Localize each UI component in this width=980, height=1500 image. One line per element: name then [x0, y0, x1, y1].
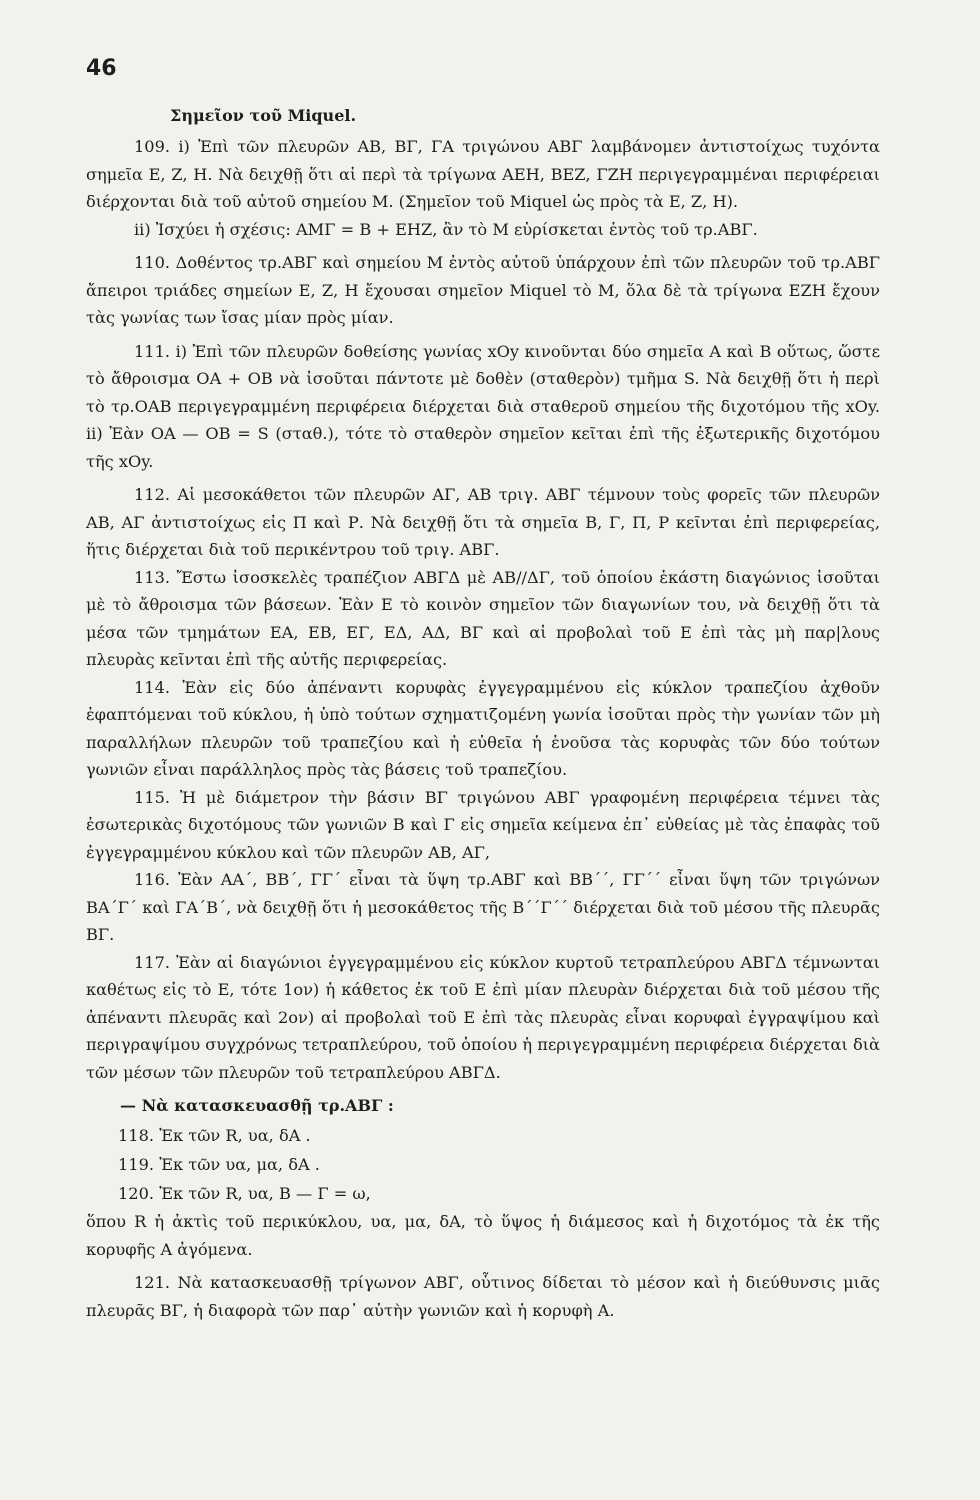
problem-113: 113. Ἔστω ἰσοσκελὲς τραπέζιον ΑΒΓΔ μὲ ΑΒ//ΔΓ, τοῦ ὁποίου ἑκάστη διαγώνιος ἰσοῦται μὲ τὸ ἄθροισμα τῶν βάσεων. Ἐὰν Ε τὸ κοινὸν σημεῖον τῶν διαγωνίων του, νὰ δειχθῇ ὅτι τὰ μέσα τῶν τμημάτων ΕΑ, ΕΒ, ΕΓ, ΕΔ, ΑΔ, ΒΓ καὶ αἱ προβολαὶ τοῦ Ε ἐπὶ τὰς μὴ παρ|λους πλευρὰς κεῖνται ἐπὶ τῆς αὐτῆς περιφερείας. — [86, 567, 880, 669]
section-title: Σημεῖον τοῦ Miquel. — [170, 106, 357, 125]
page-number: 46 — [86, 56, 117, 81]
problem-118: 118. Ἐκ τῶν R, υα, δA . — [118, 1126, 311, 1145]
problem-112: 112. Αἱ μεσοκάθετοι τῶν πλευρῶν ΑΓ, ΑΒ τριγ. ΑΒΓ τέμνουν τοὺς φορεῖς τῶν πλευρῶν ΑΒ, ΑΓ ἀντιστοίχως εἰς Π καὶ Ρ. Νὰ δειχθῇ ὅτι τὰ σημεῖα Β, Γ, Π, Ρ κεῖνται ἐπὶ περιφερείας, ἥτις διέρχεται διὰ τοῦ περικέντρου τοῦ τριγ. ΑΒΓ. — [86, 485, 880, 559]
problem-109-part-ii: ii) Ἰσχύει ἡ σχέσις: ΑΜΓ = Β + ΕΗΖ, ἂν τὸ Μ εὑρίσκεται ἐντὸς τοῦ τρ.ΑΒΓ. — [134, 219, 758, 239]
problem-109: 109. i) Ἐπὶ τῶν πλευρῶν ΑΒ, ΒΓ, ΓΑ τριγώνου ΑΒΓ λαμβάνομεν ἀντιστοίχως τυχόντα σημεῖα Ε, Ζ, Η. Νὰ δειχθῇ ὅτι αἱ περὶ τὰ τρίγωνα ΑΕΗ, ΒΕΖ, ΓΖΗ περιγεγραμμέναι περιφέρειαι διέρχονται διὰ τοῦ αὐτοῦ σημείου Μ. (Σημεῖον τοῦ Miquel ὡς πρὸς τὰ Ε, Ζ, Η). — [86, 137, 880, 211]
problem-115: 115. Ἡ μὲ διάμετρον τὴν βάσιν ΒΓ τριγώνου ΑΒΓ γραφομένη περιφέρεια τέμνει τὰς ἐσωτερικὰς διχοτόμους τῶν γωνιῶν Β καὶ Γ εἰς σημεῖα κείμενα ἐπ᾽ εὐθείας μὲ τὰς ἐπαφὰς τοῦ ἐγγεγραμμένου κύκλου καὶ τῶν πλευρῶν ΑΒ, ΑΓ, — [86, 787, 880, 862]
problem-114: 114. Ἐὰν εἰς δύο ἀπέναντι κορυφὰς ἐγγεγραμμένου εἰς κύκλον τραπεζίου ἀχθοῦν ἐφαπτόμεναι τοῦ κύκλου, ἡ ὑπὸ τούτων σχηματιζομένη γωνία ἰσοῦται πρὸς τὴν γωνίαν τῶν μὴ παραλλήλων πλευρῶν τοῦ τραπεζίου καὶ ἡ εὐθεῖα ἡ ἑνοῦσα τὰς κορυφὰς τῶν δύο τούτων γωνιῶν εἶναι παράλληλος πρὸς τὰς βάσεις τοῦ τραπεζίου. — [86, 677, 880, 779]
problem-120-continuation: ὅπου R ἡ ἀκτὶς τοῦ περικύκλου, υα, μα, δA, τὸ ὕψος ἡ διάμεσος καὶ ἡ διχοτόμος τὰ ἐκ τῆς κορυφῆς Α ἀγόμενα. — [86, 1212, 880, 1259]
problem-120: 120. Ἐκ τῶν R, υα, Β — Γ = ω, — [118, 1184, 371, 1203]
problem-121: 121. Νὰ κατασκευασθῇ τρίγωνον ΑΒΓ, οὗτινος δίδεται τὸ μέσον καὶ ἡ διεύθυνσις μιᾶς πλευρᾶς ΒΓ, ἡ διαφορὰ τῶν παρ᾽ αὐτὴν γωνιῶν καὶ ἡ κορυφὴ Α. — [86, 1273, 880, 1320]
problem-119: 119. Ἐκ τῶν υα, μα, δA . — [118, 1155, 320, 1174]
problem-117: 117. Ἐὰν αἱ διαγώνιοι ἐγγεγραμμένου εἰς κύκλον κυρτοῦ τετραπλεύρου ΑΒΓΔ τέμνωνται καθέτως εἰς τὸ Ε, τότε 1ον) ἡ κάθετος ἐκ τοῦ Ε ἐπὶ μίαν πλευρὰν διέρχεται διὰ τοῦ μέσου τῆς ἀπέναντι πλευρᾶς καὶ 2ον) αἱ προβολαὶ τοῦ Ε ἐπὶ τὰς πλευρὰς εἶναι κορυφαὶ ἐγγραψίμου καὶ περιγραψίμου συγχρόνως τετραπλεύρου, τοῦ ὁποίου ἡ περιγεγραμμένη περιφέρεια διέρχεται διὰ τῶν μέσων τῶν πλευρῶν τοῦ τετραπλεύρου ΑΒΓΔ. — [86, 952, 880, 1082]
problem-116: 116. Ἐὰν ΑΑ΄, ΒΒ΄, ΓΓ΄ εἶναι τὰ ὕψη τρ.ΑΒΓ καὶ ΒΒ΄΄, ΓΓ΄΄ εἶναι ὕψη τῶν τριγώνων ΒΑ΄Γ΄ καὶ ΓΑ΄Β΄, νὰ δειχθῇ ὅτι ἡ μεσοκάθετος τῆς Β΄΄Γ΄΄ διέρχεται διὰ τοῦ μέσου τῆς πλευρᾶς ΒΓ. — [86, 870, 880, 944]
problem-110: 110. Δοθέντος τρ.ΑΒΓ καὶ σημείου Μ ἐντὸς αὐτοῦ ὑπάρχουν ἐπὶ τῶν πλευρῶν τοῦ τρ.ΑΒΓ ἄπειροι τριάδες σημείων Ε, Ζ, Η ἔχουσαι σημεῖον Miquel τὸ Μ, ὅλα δὲ τὰ τρίγωνα ΕΖΗ ἔχουν τὰς γωνίας των ἴσας μίαν πρὸς μίαν. — [86, 253, 880, 327]
problem-111: 111. i) Ἐπὶ τῶν πλευρῶν δοθείσης γωνίας xOy κινοῦνται δύο σημεῖα Α καὶ Β οὕτως, ὥστε τὸ ἄθροισμα ΟΑ + ΟΒ νὰ ἰσοῦται πάντοτε μὲ δοθὲν (σταθερὸν) τμῆμα S. Νὰ δειχθῇ ὅτι ἡ περὶ τὸ τρ.ΟΑΒ περιγεγραμμένη περιφέρεια διέρχεται διὰ σταθεροῦ σημείου τῆς διχοτόμου τῆς xOy. ii) Ἐὰν ΟΑ — ΟΒ = S (σταθ.), τότε τὸ σταθερὸν σημεῖον κεῖται ἐπὶ τῆς ἐξωτερικῆς διχοτόμου τῆς xOy. — [86, 341, 880, 471]
construction-heading: — Νὰ κατασκευασθῇ τρ.ΑΒΓ : — [120, 1096, 394, 1115]
